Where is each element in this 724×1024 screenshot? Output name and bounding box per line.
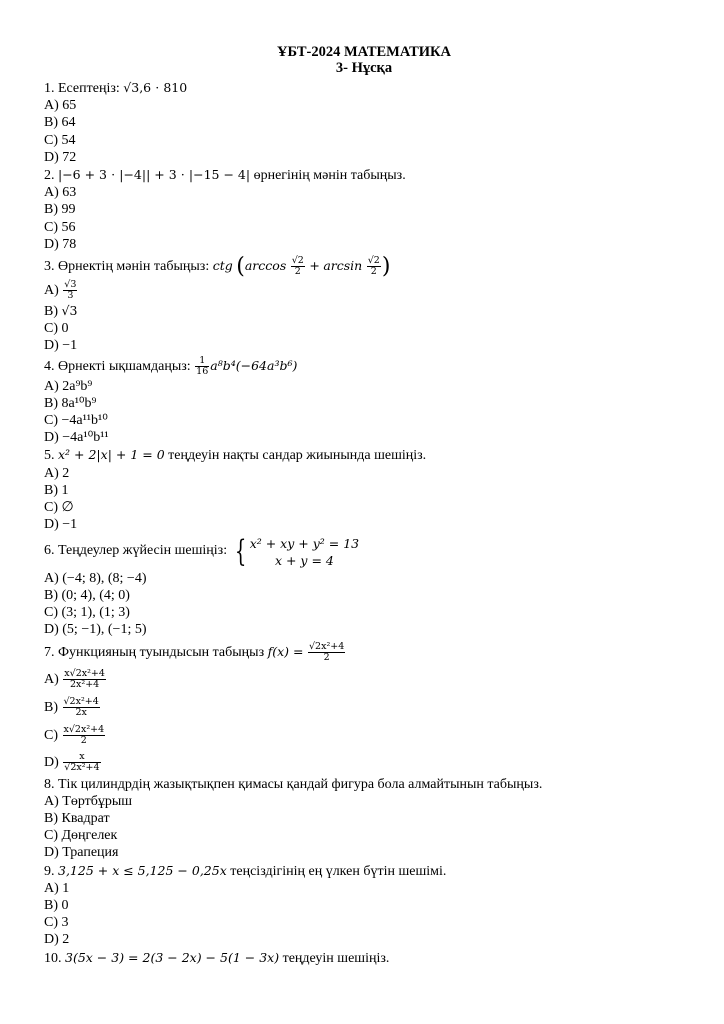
answer-option: A) 1	[44, 880, 70, 896]
document-page	[44, 44, 684, 967]
answer-option: B) Квадрат	[44, 810, 110, 826]
answer-option: D) −1	[44, 517, 78, 533]
math-arccos: arccos	[244, 258, 287, 274]
question-number: 10.	[44, 950, 62, 966]
answer-option: B) 8a¹⁰b⁹	[44, 395, 97, 411]
answer-option: B) 99	[44, 202, 76, 218]
answer-option: C) ∅	[44, 500, 74, 516]
answer-option: A) $\frac{\text{x√2x²+4}}{\text{2x²+4}}$	[44, 667, 105, 690]
variant-label: 3- Нұсқа	[335, 60, 393, 76]
answer-option: A) 63	[44, 185, 77, 201]
answer-option: C) Дөңгелек	[44, 828, 118, 844]
answer-option: C) 54	[44, 132, 76, 148]
question-number: 9.	[44, 863, 55, 879]
question-text: өрнегінің мәнін табыңыз.	[253, 168, 406, 184]
fraction: $\frac{\text{x√2x²+4}}{2}$	[63, 723, 105, 746]
answer-option: B) 1	[44, 482, 69, 498]
question-5	[44, 446, 684, 464]
question-math: a⁸b⁴(−64a³b⁶)	[210, 357, 298, 373]
question-number: 2.	[44, 168, 55, 184]
question-text: Есептеңіз:	[58, 81, 120, 96]
equation-system: { x² + xy + y² = 13 x + y = 4	[234, 533, 360, 569]
question-text: Теңдеулер жүйесін шешіңіз:	[58, 543, 228, 559]
document-title: ҰБТ-2024 МАТЕМАТИКА	[276, 44, 452, 60]
question-6	[44, 533, 684, 569]
paren-close: )	[381, 253, 391, 279]
question-math: 3,125 + x ≤ 5,125 − 0,25x	[58, 862, 227, 878]
question-2	[44, 166, 684, 184]
question-math: 3(5x − 3) = 2(3 − 2x) − 5(1 − 3x)	[65, 949, 280, 965]
fraction: $\frac{√2}{2}$	[291, 255, 304, 278]
answer-option: C) 3	[44, 915, 69, 931]
question-4	[44, 355, 684, 378]
answer-option: D) 2	[44, 932, 70, 948]
question-text: Өрнектің мәнін табыңыз:	[58, 259, 210, 275]
answer-option: B) 0	[44, 897, 69, 913]
fraction: $\frac{x}{\text{√2x²+4}}$	[64, 750, 100, 773]
question-number: 7.	[44, 644, 55, 660]
answer-option: B) √3	[44, 303, 78, 320]
question-text: Функцияның туындысын табыңыз	[58, 644, 265, 660]
question-number: 5.	[44, 448, 55, 464]
question-math: √3,6 ⋅ 810	[123, 80, 188, 95]
answer-option: D) −4a¹⁰b¹¹	[44, 430, 109, 446]
question-8	[44, 776, 684, 793]
answer-option: A) 2a⁹b⁹	[44, 378, 93, 394]
answer-option: A) 2	[44, 465, 70, 481]
math-arcsin: arcsin	[323, 258, 363, 274]
question-math: |−6 + 3 ⋅ |−4|| + 3 ⋅ |−15 − 4|	[58, 167, 251, 183]
question-number: 6.	[44, 543, 55, 559]
answer-option: A) $\frac{√3}{3}$	[44, 279, 77, 302]
answer-option: C) 56	[44, 219, 76, 235]
fraction: $\frac{\text{√2x²+4}}{2x}$	[63, 695, 99, 718]
answer-option: C) 0	[44, 321, 69, 337]
fraction: $\frac{\text{√2x²+4}}{2}$	[309, 640, 345, 663]
question-text: теңдеуін шешіңіз.	[282, 950, 390, 966]
question-3	[44, 253, 684, 280]
answer-option: C) (3; 1), (1; 3)	[44, 605, 130, 621]
question-number: 4.	[44, 358, 55, 374]
question-text: теңсіздігінің ең үлкен бүтін шешімі.	[230, 863, 447, 879]
answer-option: D) 72	[44, 149, 77, 165]
question-math: f(x) =	[267, 643, 304, 659]
answer-option: B) $\frac{\text{√2x²+4}}{2x}$	[44, 695, 99, 718]
answer-option: D) Трапеция	[44, 845, 119, 861]
question-number: 3.	[44, 259, 55, 275]
answer-option: A) (−4; 8), (8; −4)	[44, 570, 147, 586]
answer-option: C) $\frac{\text{x√2x²+4}}{2}$	[44, 723, 105, 746]
fraction: $\frac{√3}{3}$	[64, 279, 77, 302]
question-text: Тік цилиндрдің жазықтықпен қимасы қандай фигура бола алмайтынын табыңыз.	[58, 776, 543, 792]
answer-option: D) $\frac{x}{\text{√2x²+4}}$	[44, 750, 100, 773]
answer-option: D) −1	[44, 338, 78, 354]
question-number: 1.	[44, 81, 55, 96]
answer-option: A) 65	[44, 98, 77, 114]
answer-option: A) Төртбұрыш	[44, 793, 133, 809]
question-1	[44, 79, 684, 97]
answer-option: B) 64	[44, 115, 76, 131]
question-7	[44, 639, 684, 666]
answer-option: D) (5; −1), (−1; 5)	[44, 622, 147, 638]
question-text: теңдеуін нақты сандар жиынында шешіңіз.	[168, 448, 427, 464]
answer-option: B) (0; 4), (4; 0)	[44, 587, 130, 603]
answer-option: D) 78	[44, 236, 77, 252]
plus-sign: +	[309, 258, 320, 274]
fraction: $\frac{1}{16}$	[196, 354, 209, 377]
fraction: $\frac{√2}{2}$	[367, 255, 380, 278]
fraction: $\frac{\text{x√2x²+4}}{\text{2x²+4}}$	[64, 667, 105, 690]
paren-open: (	[236, 253, 245, 279]
question-10	[44, 949, 684, 967]
question-9	[44, 862, 684, 880]
brace-icon: {	[234, 533, 246, 569]
answer-option: C) −4a¹¹b¹⁰	[44, 413, 108, 429]
question-text: Өрнекті ықшамдаңыз:	[58, 358, 191, 374]
question-number: 8.	[44, 776, 55, 792]
question-math: x² + 2|x| + 1 = 0	[58, 447, 165, 463]
math-ctg: ctg	[212, 258, 233, 274]
